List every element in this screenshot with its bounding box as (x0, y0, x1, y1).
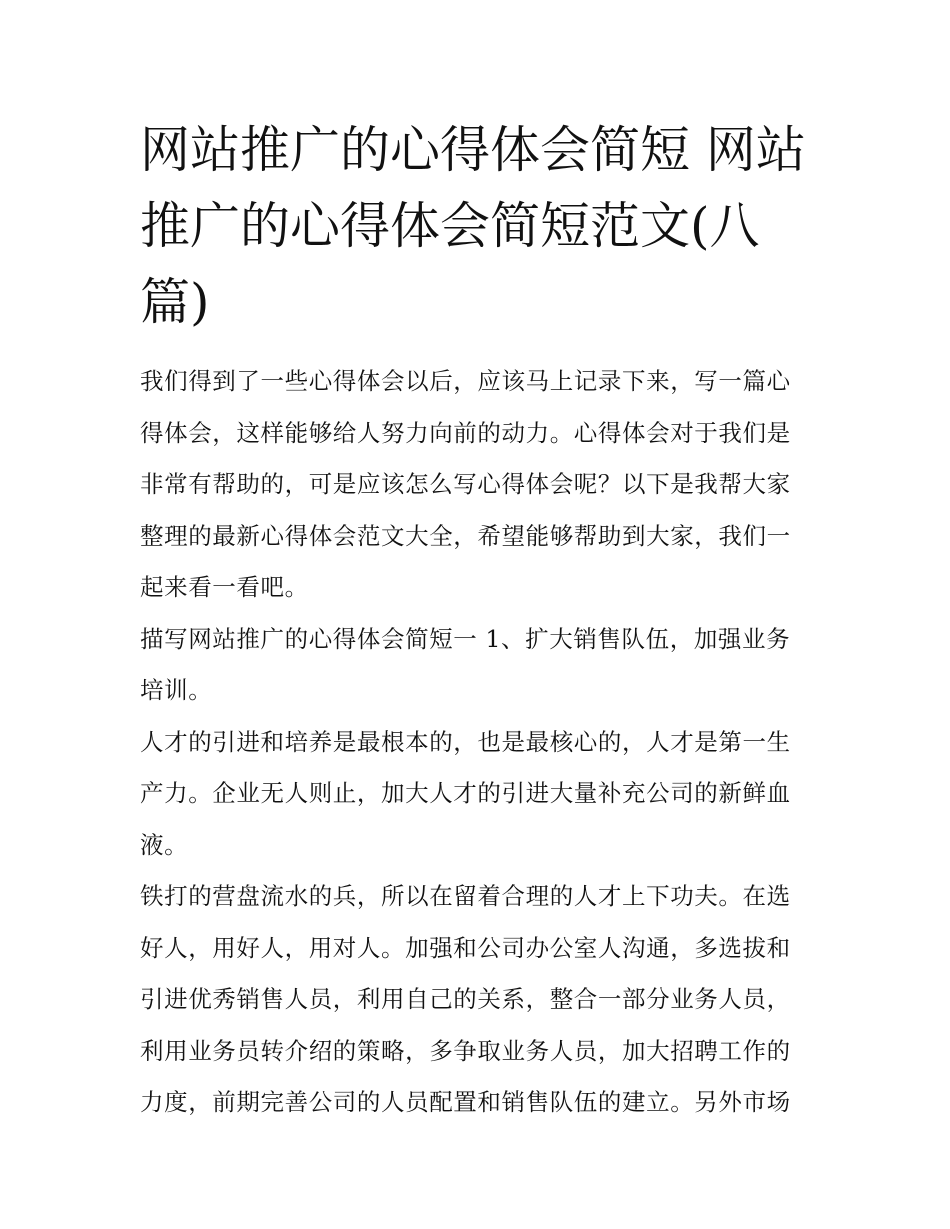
document-body (140, 356, 812, 1129)
paragraph-section-one: 描写网站推广的心得体会简短一 1、扩大销售队伍，加强业务培训。 (140, 624, 791, 704)
paragraph-intro: 我们得到了一些心得体会以后，应该马上记录下来，写一篇心得体会，这样能够给人努力向前的动力。心得体会对于我们是非常有帮助的，可是应该怎么写心得体会呢？以下是我帮大家整理的最新心得体会范文大全，希望能够帮助到大家，我们一起来看一看吧。 (140, 367, 791, 601)
document-page (140, 112, 812, 1129)
paragraph-retention: 铁打的营盘流水的兵，所以在留着合理的人才上下功夫。在选好人，用好人，用对人。加强和公司办公室人沟通，多选拔和引进优秀销售人员，利用自己的关系，整合一部分业务人员，利用业务员转介绍的策略，多争取业务人员，加大招聘工作的力度，前期完善公司的人员配置和销售队伍的建立。另外市场 (140, 882, 791, 1116)
document-title: 网站推广的心得体会简短 网站推广的心得体会简短范文(八篇) (140, 121, 806, 331)
paragraph-talent: 人才的引进和培养是最根本的，也是最核心的，人才是第一生产力。企业无人则止，加大人才的引进大量补充公司的新鲜血液。 (140, 727, 791, 859)
